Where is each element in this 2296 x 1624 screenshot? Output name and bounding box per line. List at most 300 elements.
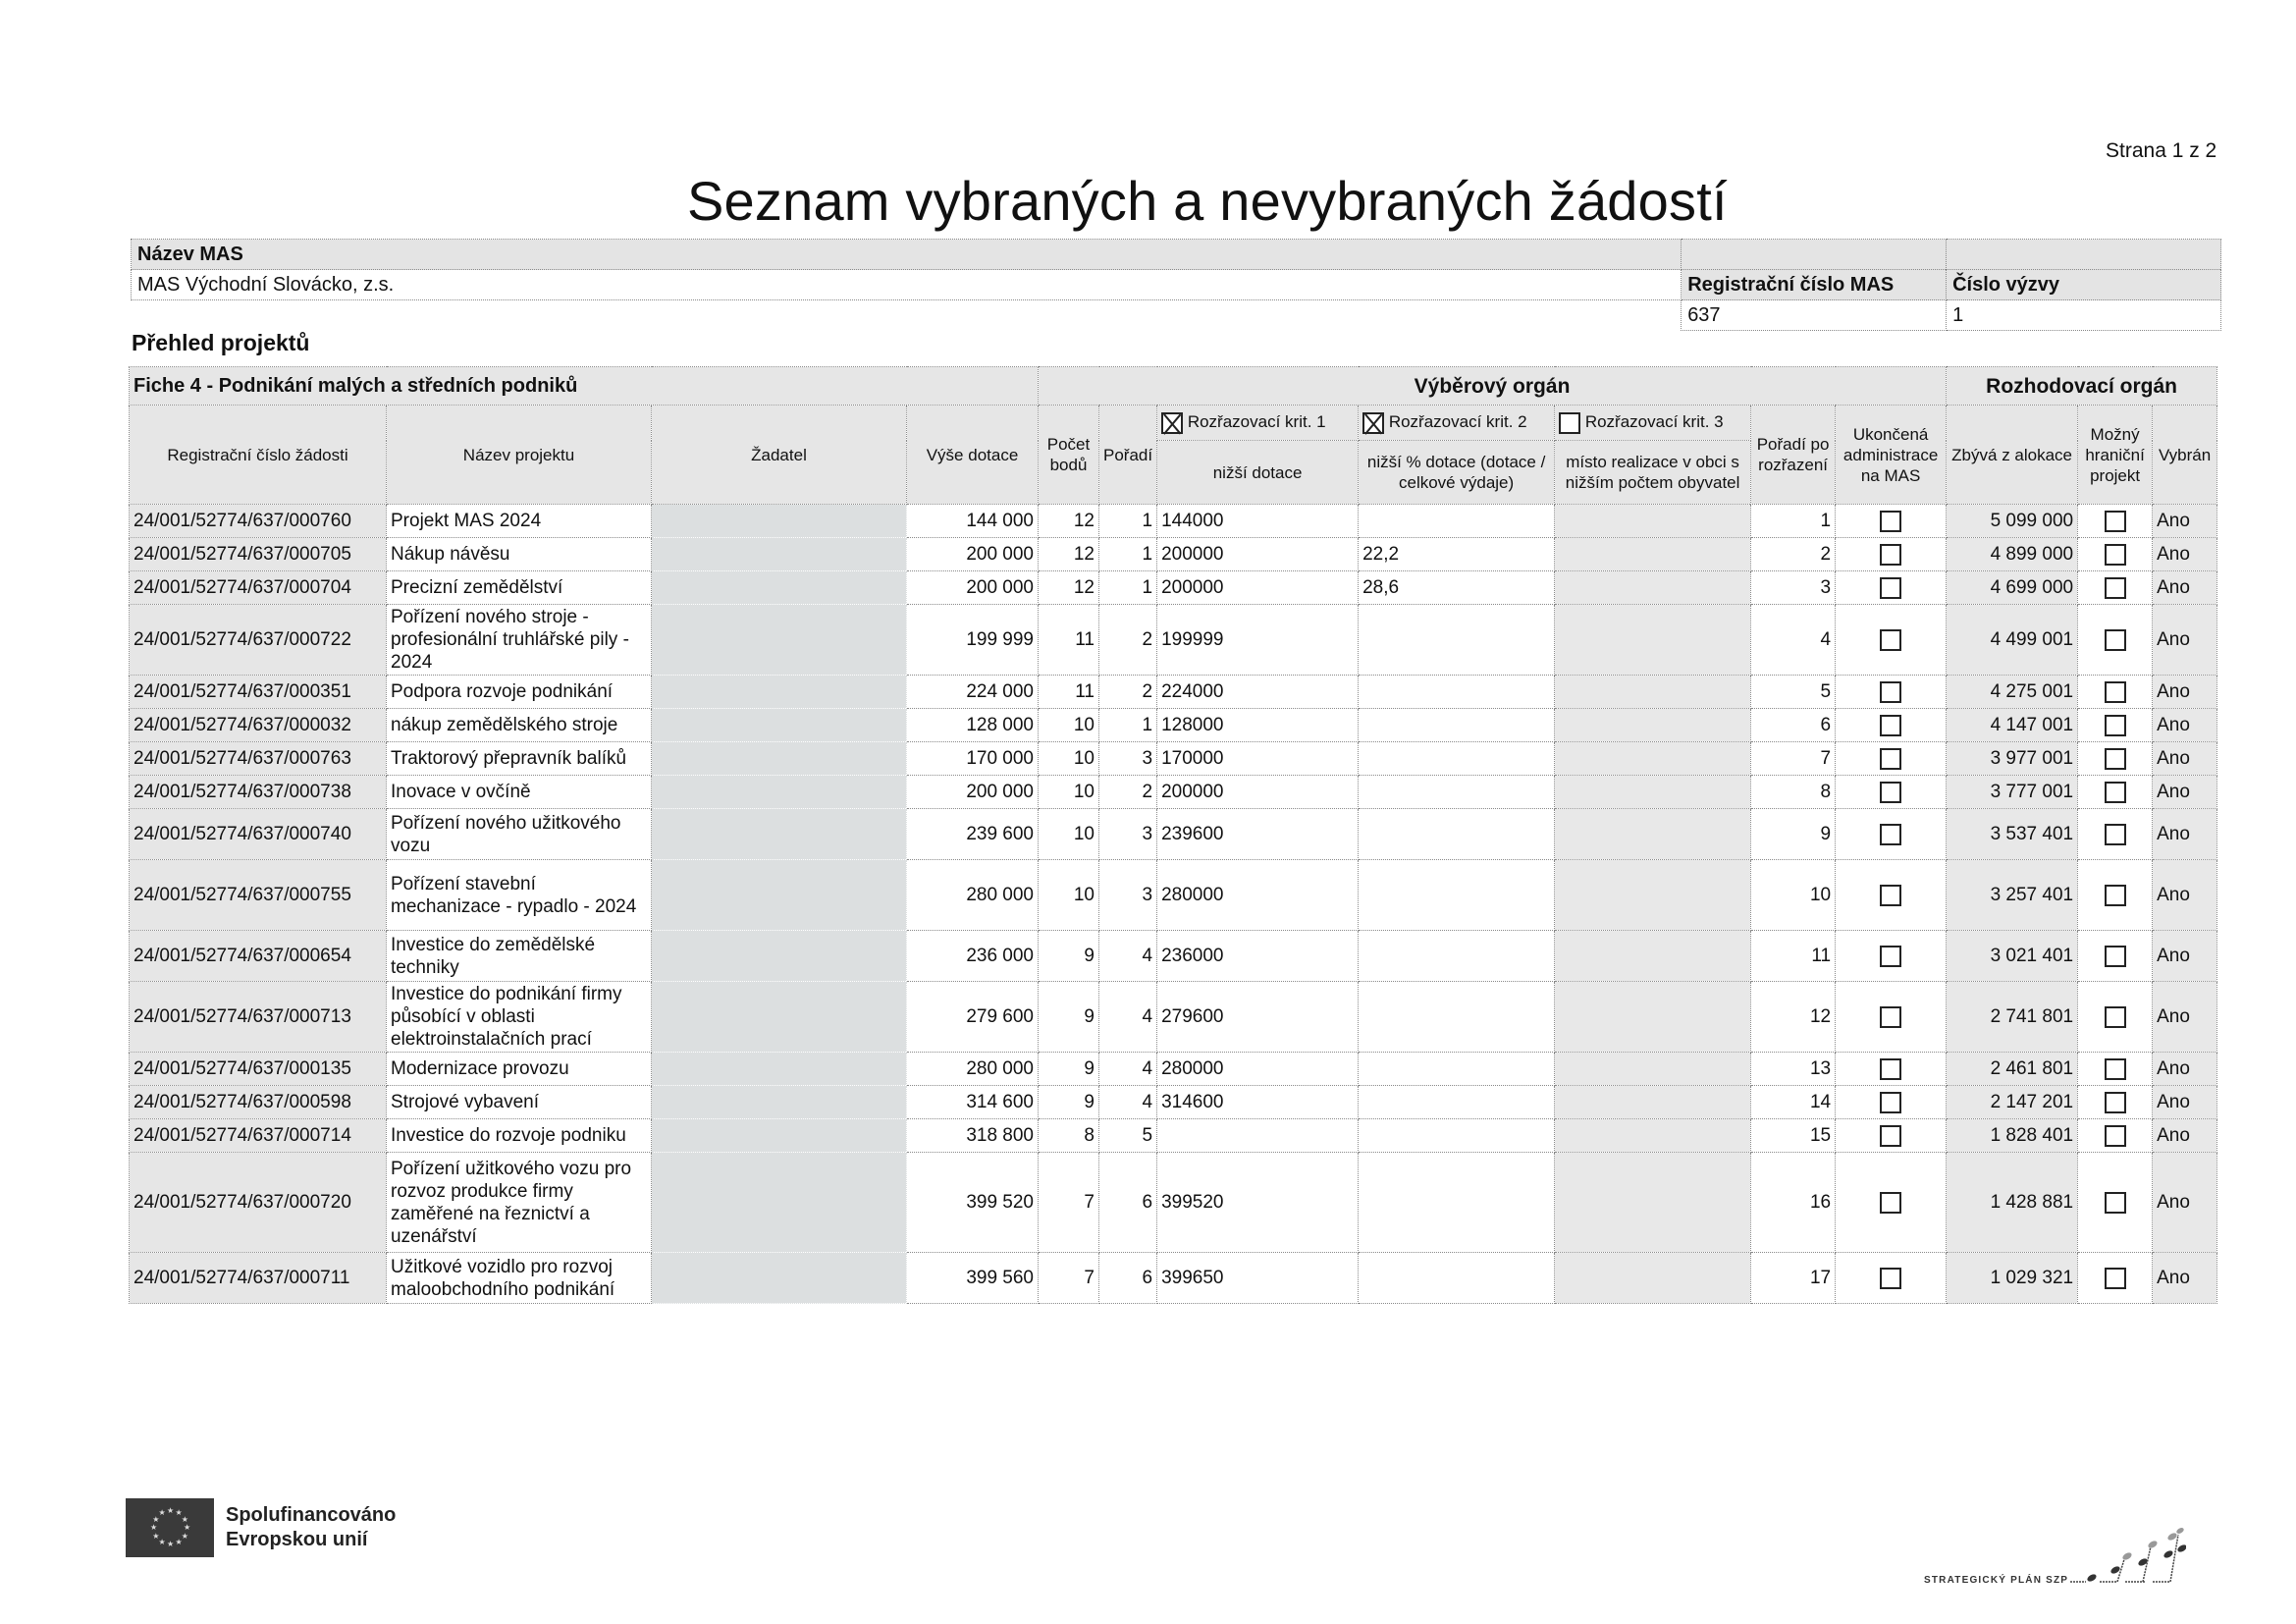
- reg-cell: 24/001/52774/637/000740: [130, 809, 387, 860]
- crit2-value-cell: [1359, 776, 1555, 809]
- mas-reg-value: 637: [1682, 300, 1947, 331]
- rank-after-sort-cell: 5: [1751, 676, 1836, 709]
- crit3-header: [1555, 406, 1751, 441]
- rank-after-sort-cell: 10: [1751, 860, 1836, 931]
- borderline-project-cell: [2078, 931, 2153, 982]
- eu-star-icon: ★: [152, 1514, 160, 1524]
- crit3-value-cell: [1555, 931, 1751, 982]
- points-cell: 12: [1039, 538, 1099, 571]
- selected-cell: Ano: [2153, 982, 2217, 1053]
- group-rozhodovaci-organ: Rozhodovací orgán: [1947, 367, 2217, 406]
- crit3-value-cell: [1555, 505, 1751, 538]
- borderline-project-cell: [2078, 1119, 2153, 1153]
- points-cell: 7: [1039, 1253, 1099, 1304]
- project-name-cell: Nákup návěsu: [387, 538, 652, 571]
- crit1-value-cell: 399520: [1157, 1153, 1359, 1253]
- project-name-cell: Pořízení nového užitkového vozu: [387, 809, 652, 860]
- group-vyberovy-organ: Výběrový orgán: [1039, 367, 1947, 406]
- borderline-project-checkbox[interactable]: [2105, 681, 2126, 703]
- borderline-project-checkbox[interactable]: [2105, 544, 2126, 566]
- crit1-value-cell: 280000: [1157, 860, 1359, 931]
- project-name-cell: Projekt MAS 2024: [387, 505, 652, 538]
- borderline-project-checkbox[interactable]: [2105, 1006, 2126, 1028]
- remaining-allocation-cell: 3 537 401: [1947, 809, 2078, 860]
- table-row: [130, 571, 2217, 605]
- rank-cell: 4: [1099, 1053, 1157, 1086]
- crit2-value-cell: [1359, 982, 1555, 1053]
- growing-plant-icon: [2068, 1527, 2186, 1586]
- crit2-value-cell: [1359, 809, 1555, 860]
- points-cell: 9: [1039, 982, 1099, 1053]
- admin-finished-checkbox[interactable]: [1880, 715, 1901, 736]
- points-cell: 10: [1039, 809, 1099, 860]
- project-name-cell: Modernizace provozu: [387, 1053, 652, 1086]
- reg-cell: 24/001/52774/637/000738: [130, 776, 387, 809]
- points-cell: 10: [1039, 742, 1099, 776]
- selected-cell: Ano: [2153, 676, 2217, 709]
- subsidy-amount-cell: 144 000: [907, 505, 1039, 538]
- admin-finished-checkbox[interactable]: [1880, 824, 1901, 845]
- borderline-project-cell: [2078, 1153, 2153, 1253]
- rank-after-sort-cell: 3: [1751, 571, 1836, 605]
- subsidy-amount-cell: 236 000: [907, 931, 1039, 982]
- borderline-project-cell: [2078, 809, 2153, 860]
- admin-finished-cell: [1836, 742, 1947, 776]
- crit1-value-cell: 314600: [1157, 1086, 1359, 1119]
- crit3-value-cell: [1555, 1053, 1751, 1086]
- admin-finished-cell: [1836, 709, 1947, 742]
- crit3-value-cell: [1555, 776, 1751, 809]
- reg-cell: 24/001/52774/637/000705: [130, 538, 387, 571]
- crit3-value-cell: [1555, 1119, 1751, 1153]
- project-name-cell: Strojové vybavení: [387, 1086, 652, 1119]
- remaining-allocation-cell: 3 257 401: [1947, 860, 2078, 931]
- crit1-value-cell: 280000: [1157, 1053, 1359, 1086]
- applicant-cell-redacted: [652, 809, 907, 860]
- borderline-project-checkbox[interactable]: [2105, 629, 2126, 651]
- eu-flag-icon: [126, 1498, 214, 1557]
- borderline-project-checkbox[interactable]: [2105, 715, 2126, 736]
- borderline-project-cell: [2078, 571, 2153, 605]
- crit3-value-cell: [1555, 605, 1751, 676]
- points-cell: 8: [1039, 1119, 1099, 1153]
- rank-after-sort-cell: 13: [1751, 1053, 1836, 1086]
- rank-after-sort-cell: 2: [1751, 538, 1836, 571]
- crit3-value-cell: [1555, 860, 1751, 931]
- rank-cell: 2: [1099, 605, 1157, 676]
- crit2-value-cell: [1359, 605, 1555, 676]
- rank-cell: 2: [1099, 676, 1157, 709]
- selected-cell: Ano: [2153, 505, 2217, 538]
- borderline-project-cell: [2078, 538, 2153, 571]
- rank-after-sort-cell: 16: [1751, 1153, 1836, 1253]
- rank-after-sort-cell: 14: [1751, 1086, 1836, 1119]
- table-row: [130, 1153, 2217, 1253]
- crit2-value-cell: [1359, 1119, 1555, 1153]
- admin-finished-cell: [1836, 538, 1947, 571]
- selected-cell: Ano: [2153, 742, 2217, 776]
- col-poradi-po: Pořadí po rozřazení: [1751, 406, 1836, 505]
- table-row: [130, 505, 2217, 538]
- admin-finished-checkbox[interactable]: [1880, 1092, 1901, 1113]
- crit1-checkbox[interactable]: [1161, 412, 1183, 434]
- admin-finished-checkbox[interactable]: [1880, 577, 1901, 599]
- admin-finished-checkbox[interactable]: [1880, 782, 1901, 803]
- eu-star-icon: ★: [167, 1506, 175, 1515]
- project-name-cell: Inovace v ovčíně: [387, 776, 652, 809]
- crit3-value-cell: [1555, 1153, 1751, 1253]
- reg-cell: 24/001/52774/637/000722: [130, 605, 387, 676]
- borderline-project-cell: [2078, 860, 2153, 931]
- table-row: [130, 931, 2217, 982]
- crit3-value-cell: [1555, 538, 1751, 571]
- subsidy-amount-cell: 279 600: [907, 982, 1039, 1053]
- rank-after-sort-cell: 8: [1751, 776, 1836, 809]
- project-name-cell: Podpora rozvoje podnikání: [387, 676, 652, 709]
- rank-cell: 3: [1099, 742, 1157, 776]
- points-cell: 12: [1039, 505, 1099, 538]
- page-number: Strana 1 z 2: [2106, 139, 2217, 162]
- crit3-value-cell: [1555, 709, 1751, 742]
- crit2-value-cell: [1359, 1253, 1555, 1304]
- rank-after-sort-cell: 11: [1751, 931, 1836, 982]
- borderline-project-cell: [2078, 505, 2153, 538]
- applicant-cell-redacted: [652, 1119, 907, 1153]
- call-number-value: 1: [1947, 300, 2221, 331]
- crit2-value-cell: [1359, 742, 1555, 776]
- admin-finished-checkbox[interactable]: [1880, 1006, 1901, 1028]
- remaining-allocation-cell: 3 777 001: [1947, 776, 2078, 809]
- mas-name-label: Název MAS: [132, 240, 1682, 270]
- borderline-project-checkbox[interactable]: [2105, 1125, 2126, 1147]
- crit2-value-cell: 28,6: [1359, 571, 1555, 605]
- crit3-value-cell: [1555, 1086, 1751, 1119]
- mas-info-table: [131, 239, 2221, 331]
- remaining-allocation-cell: 4 275 001: [1947, 676, 2078, 709]
- selected-cell: Ano: [2153, 860, 2217, 931]
- points-cell: 9: [1039, 931, 1099, 982]
- remaining-allocation-cell: 2 461 801: [1947, 1053, 2078, 1086]
- borderline-project-checkbox[interactable]: [2105, 1268, 2126, 1289]
- eu-cofinancing-logo: [126, 1498, 396, 1557]
- crit2-value-cell: [1359, 860, 1555, 931]
- project-name-cell: Investice do podnikání firmy působící v oblasti elektroinstalačních prací: [387, 982, 652, 1053]
- crit2-value-cell: [1359, 709, 1555, 742]
- crit2-value-cell: [1359, 931, 1555, 982]
- col-zbyva: Zbývá z alokace: [1947, 406, 2078, 505]
- rank-after-sort-cell: 15: [1751, 1119, 1836, 1153]
- admin-finished-cell: [1836, 809, 1947, 860]
- projects-table: [129, 366, 2217, 1304]
- table-row: [130, 776, 2217, 809]
- selected-cell: Ano: [2153, 709, 2217, 742]
- points-cell: 11: [1039, 605, 1099, 676]
- remaining-allocation-cell: 4 499 001: [1947, 605, 2078, 676]
- col-reg: Registrační číslo žádosti: [130, 406, 387, 505]
- admin-finished-checkbox[interactable]: [1880, 1125, 1901, 1147]
- crit3-label: Rozřazovací krit. 3: [1584, 412, 1724, 432]
- borderline-project-cell: [2078, 1086, 2153, 1119]
- subsidy-amount-cell: 170 000: [907, 742, 1039, 776]
- project-name-cell: Pořízení užitkového vozu pro rozvoz produkce firmy zaměřené na řeznictví a uzenářství: [387, 1153, 652, 1253]
- rank-cell: 1: [1099, 538, 1157, 571]
- selected-cell: Ano: [2153, 776, 2217, 809]
- admin-finished-checkbox[interactable]: [1880, 629, 1901, 651]
- col-ukoncena: Ukončená administrace na MAS: [1836, 406, 1947, 505]
- reg-cell: 24/001/52774/637/000755: [130, 860, 387, 931]
- subsidy-amount-cell: 224 000: [907, 676, 1039, 709]
- applicant-cell-redacted: [652, 776, 907, 809]
- subsidy-amount-cell: 399 520: [907, 1153, 1039, 1253]
- admin-finished-checkbox[interactable]: [1880, 1192, 1901, 1214]
- crit2-value-cell: [1359, 1053, 1555, 1086]
- rank-after-sort-cell: 4: [1751, 605, 1836, 676]
- applicant-cell-redacted: [652, 605, 907, 676]
- reg-cell: 24/001/52774/637/000032: [130, 709, 387, 742]
- subsidy-amount-cell: 318 800: [907, 1119, 1039, 1153]
- remaining-allocation-cell: 1 828 401: [1947, 1119, 2078, 1153]
- borderline-project-checkbox[interactable]: [2105, 1192, 2126, 1214]
- project-name-cell: Pořízení stavební mechanizace - rypadlo - 2024: [387, 860, 652, 931]
- crit2-header: [1359, 406, 1555, 441]
- crit1-value-cell: [1157, 1119, 1359, 1153]
- eu-star-icon: ★: [150, 1523, 158, 1532]
- borderline-project-checkbox[interactable]: [2105, 748, 2126, 770]
- crit2-value-cell: [1359, 505, 1555, 538]
- table-row: [130, 982, 2217, 1053]
- admin-finished-cell: [1836, 860, 1947, 931]
- subsidy-amount-cell: 200 000: [907, 571, 1039, 605]
- rank-cell: 4: [1099, 931, 1157, 982]
- subsidy-amount-cell: 199 999: [907, 605, 1039, 676]
- crit1-value-cell: 200000: [1157, 776, 1359, 809]
- eu-star-icon: ★: [152, 1531, 160, 1541]
- table-row: [130, 1253, 2217, 1304]
- rank-cell: 4: [1099, 1086, 1157, 1119]
- borderline-project-checkbox[interactable]: [2105, 1092, 2126, 1113]
- selected-cell: Ano: [2153, 1253, 2217, 1304]
- eu-star-icon: ★: [181, 1514, 188, 1524]
- crit3-desc: místo realizace v obci s nižším počtem obyvatel: [1555, 441, 1751, 505]
- points-cell: 10: [1039, 709, 1099, 742]
- eu-text-line1: Spolufinancováno: [226, 1504, 397, 1526]
- mas-reg-label: Registrační číslo MAS: [1682, 270, 1947, 300]
- reg-cell: 24/001/52774/637/000720: [130, 1153, 387, 1253]
- table-row: [130, 809, 2217, 860]
- rank-cell: 1: [1099, 571, 1157, 605]
- crit3-value-cell: [1555, 676, 1751, 709]
- crit3-value-cell: [1555, 982, 1751, 1053]
- rank-after-sort-cell: 1: [1751, 505, 1836, 538]
- crit2-value-cell: [1359, 1153, 1555, 1253]
- remaining-allocation-cell: 2 741 801: [1947, 982, 2078, 1053]
- reg-cell: 24/001/52774/637/000711: [130, 1253, 387, 1304]
- rank-cell: 2: [1099, 776, 1157, 809]
- borderline-project-checkbox[interactable]: [2105, 782, 2126, 803]
- crit2-value-cell: [1359, 676, 1555, 709]
- crit1-value-cell: 144000: [1157, 505, 1359, 538]
- crit1-value-cell: 399650: [1157, 1253, 1359, 1304]
- borderline-project-checkbox[interactable]: [2105, 1058, 2126, 1080]
- admin-finished-checkbox[interactable]: [1880, 946, 1901, 967]
- subsidy-amount-cell: 200 000: [907, 776, 1039, 809]
- remaining-allocation-cell: 3 021 401: [1947, 931, 2078, 982]
- remaining-allocation-cell: 1 029 321: [1947, 1253, 2078, 1304]
- crit2-checkbox[interactable]: [1362, 412, 1384, 434]
- szp-text: STRATEGICKÝ PLÁN SZP: [1924, 1575, 2069, 1586]
- col-zadatel: Žadatel: [652, 406, 907, 505]
- reg-cell: 24/001/52774/637/000704: [130, 571, 387, 605]
- crit3-value-cell: [1555, 1253, 1751, 1304]
- crit1-value-cell: 128000: [1157, 709, 1359, 742]
- selected-cell: Ano: [2153, 538, 2217, 571]
- col-vybran: Vybrán: [2153, 406, 2217, 505]
- project-name-cell: Traktorový přepravník balíků: [387, 742, 652, 776]
- applicant-cell-redacted: [652, 676, 907, 709]
- crit1-header: [1157, 406, 1359, 441]
- admin-finished-checkbox[interactable]: [1880, 544, 1901, 566]
- reg-cell: 24/001/52774/637/000135: [130, 1053, 387, 1086]
- borderline-project-cell: [2078, 742, 2153, 776]
- borderline-project-checkbox[interactable]: [2105, 511, 2126, 532]
- crit2-value-cell: [1359, 1086, 1555, 1119]
- subsidy-amount-cell: 280 000: [907, 860, 1039, 931]
- selected-cell: Ano: [2153, 1086, 2217, 1119]
- call-number-label: Číslo výzvy: [1947, 270, 2221, 300]
- borderline-project-cell: [2078, 1053, 2153, 1086]
- rank-after-sort-cell: 17: [1751, 1253, 1836, 1304]
- col-pocet: Počet bodů: [1039, 406, 1099, 505]
- col-poradi: Pořadí: [1099, 406, 1157, 505]
- project-name-cell: Užitkové vozidlo pro rozvoj maloobchodního podnikání: [387, 1253, 652, 1304]
- remaining-allocation-cell: 3 977 001: [1947, 742, 2078, 776]
- table-row: [130, 709, 2217, 742]
- subsidy-amount-cell: 280 000: [907, 1053, 1039, 1086]
- remaining-allocation-cell: 2 147 201: [1947, 1086, 2078, 1119]
- rank-cell: 6: [1099, 1153, 1157, 1253]
- eu-star-icon: ★: [175, 1508, 183, 1518]
- selected-cell: Ano: [2153, 605, 2217, 676]
- table-row: [130, 860, 2217, 931]
- applicant-cell-redacted: [652, 860, 907, 931]
- project-name-cell: Investice do zemědělské techniky: [387, 931, 652, 982]
- admin-finished-cell: [1836, 676, 1947, 709]
- admin-finished-cell: [1836, 931, 1947, 982]
- borderline-project-cell: [2078, 709, 2153, 742]
- points-cell: 9: [1039, 1053, 1099, 1086]
- table-row: [130, 538, 2217, 571]
- col-mozny: Možný hraniční projekt: [2078, 406, 2153, 505]
- applicant-cell-redacted: [652, 1153, 907, 1253]
- crit1-value-cell: 200000: [1157, 538, 1359, 571]
- reg-cell: 24/001/52774/637/000351: [130, 676, 387, 709]
- selected-cell: Ano: [2153, 1053, 2217, 1086]
- col-vyse: Výše dotace: [907, 406, 1039, 505]
- borderline-project-checkbox[interactable]: [2105, 577, 2126, 599]
- borderline-project-cell: [2078, 676, 2153, 709]
- remaining-allocation-cell: 4 147 001: [1947, 709, 2078, 742]
- reg-cell: 24/001/52774/637/000714: [130, 1119, 387, 1153]
- crit1-value-cell: 239600: [1157, 809, 1359, 860]
- eu-star-icon: ★: [181, 1531, 188, 1541]
- applicant-cell-redacted: [652, 709, 907, 742]
- page-title: Seznam vybraných a nevybraných žádostí: [687, 170, 1728, 232]
- borderline-project-checkbox[interactable]: [2105, 885, 2126, 906]
- admin-finished-checkbox[interactable]: [1880, 1058, 1901, 1080]
- admin-finished-cell: [1836, 605, 1947, 676]
- table-row: [130, 676, 2217, 709]
- admin-finished-cell: [1836, 571, 1947, 605]
- admin-finished-checkbox[interactable]: [1880, 511, 1901, 532]
- crit2-desc: nižší % dotace (dotace / celkové výdaje): [1359, 441, 1555, 505]
- table-row: [130, 605, 2217, 676]
- borderline-project-cell: [2078, 1253, 2153, 1304]
- col-nazev: Název projektu: [387, 406, 652, 505]
- admin-finished-checkbox[interactable]: [1880, 1268, 1901, 1289]
- rank-cell: 3: [1099, 860, 1157, 931]
- crit2-value-cell: 22,2: [1359, 538, 1555, 571]
- admin-finished-cell: [1836, 776, 1947, 809]
- applicant-cell-redacted: [652, 931, 907, 982]
- points-cell: 9: [1039, 1086, 1099, 1119]
- table-row: [130, 1119, 2217, 1153]
- admin-finished-checkbox[interactable]: [1880, 681, 1901, 703]
- rank-after-sort-cell: 12: [1751, 982, 1836, 1053]
- reg-cell: 24/001/52774/637/000598: [130, 1086, 387, 1119]
- admin-finished-cell: [1836, 1153, 1947, 1253]
- rank-after-sort-cell: 6: [1751, 709, 1836, 742]
- admin-finished-cell: [1836, 1253, 1947, 1304]
- table-row: [130, 1086, 2217, 1119]
- applicant-cell-redacted: [652, 571, 907, 605]
- crit1-value-cell: 170000: [1157, 742, 1359, 776]
- reg-cell: 24/001/52774/637/000654: [130, 931, 387, 982]
- admin-finished-checkbox[interactable]: [1880, 885, 1901, 906]
- subsidy-amount-cell: 128 000: [907, 709, 1039, 742]
- rank-cell: 6: [1099, 1253, 1157, 1304]
- reg-cell: 24/001/52774/637/000760: [130, 505, 387, 538]
- borderline-project-checkbox[interactable]: [2105, 946, 2126, 967]
- borderline-project-checkbox[interactable]: [2105, 824, 2126, 845]
- points-cell: 7: [1039, 1153, 1099, 1253]
- crit3-checkbox[interactable]: [1559, 412, 1580, 434]
- applicant-cell-redacted: [652, 982, 907, 1053]
- subsidy-amount-cell: 200 000: [907, 538, 1039, 571]
- eu-star-icon: ★: [167, 1540, 175, 1548]
- project-name-cell: Precizní zemědělství: [387, 571, 652, 605]
- reg-cell: 24/001/52774/637/000763: [130, 742, 387, 776]
- rank-cell: 1: [1099, 709, 1157, 742]
- subsidy-amount-cell: 314 600: [907, 1086, 1039, 1119]
- crit1-value-cell: 279600: [1157, 982, 1359, 1053]
- rank-cell: 1: [1099, 505, 1157, 538]
- admin-finished-checkbox[interactable]: [1880, 748, 1901, 770]
- subsidy-amount-cell: 239 600: [907, 809, 1039, 860]
- crit1-value-cell: 236000: [1157, 931, 1359, 982]
- rank-cell: 3: [1099, 809, 1157, 860]
- crit3-value-cell: [1555, 571, 1751, 605]
- applicant-cell-redacted: [652, 1053, 907, 1086]
- applicant-cell-redacted: [652, 1086, 907, 1119]
- points-cell: 10: [1039, 776, 1099, 809]
- admin-finished-cell: [1836, 1119, 1947, 1153]
- admin-finished-cell: [1836, 505, 1947, 538]
- applicant-cell-redacted: [652, 538, 907, 571]
- eu-star-icon: ★: [184, 1523, 191, 1532]
- project-name-cell: Pořízení nového stroje - profesionální truhlářské pily - 2024: [387, 605, 652, 676]
- admin-finished-cell: [1836, 1053, 1947, 1086]
- project-name-cell: Investice do rozvoje podniku: [387, 1119, 652, 1153]
